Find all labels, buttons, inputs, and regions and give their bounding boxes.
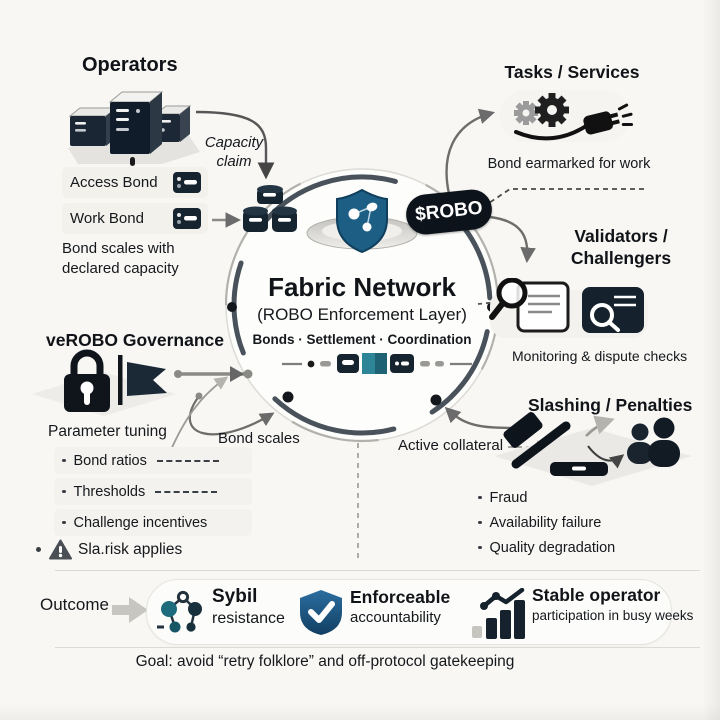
slashing-bullet-availability <box>478 510 678 535</box>
robo-token-badge: $ROBO <box>404 188 494 237</box>
arrow-robo-to-validators <box>490 217 527 260</box>
fabric-network-tagline: Bonds · Settlement · Coordination <box>252 332 472 347</box>
arrow-robo-to-tasks <box>447 113 492 194</box>
bullet-dot <box>478 521 482 525</box>
slashing-bullet-label: Quality degradation <box>489 539 616 556</box>
governance-bullet-list <box>54 447 252 540</box>
bullet-dot <box>62 459 66 463</box>
validators-note: Monitoring & dispute checks <box>512 348 688 364</box>
fabric-network-subtitle: (ROBO Enforcement Layer) <box>257 305 467 324</box>
enforceable-title: Enforceable <box>350 587 451 607</box>
sybil-network-icon <box>154 587 208 639</box>
dashed-tasks-to-robo <box>489 189 644 203</box>
stable-subtitle: participation in busy weeks <box>532 608 694 623</box>
parameter-tuning-label: Parameter tuning <box>48 423 167 440</box>
shield-check-icon <box>298 588 344 637</box>
sybil-subtitle: resistance <box>212 610 285 627</box>
slashing-title: Slashing / Penalties <box>528 395 693 415</box>
bullet-dot <box>62 490 66 494</box>
outcome-arrow-icon <box>112 594 150 626</box>
sybil-title: Sybil <box>212 586 258 607</box>
governance-bullet-label: Thresholds <box>73 483 146 500</box>
gears-plug-icon <box>500 86 634 148</box>
goal-note: Goal: avoid “retry folklore” and off-protocol gatekeeping <box>135 653 515 670</box>
divider-bottom <box>55 647 700 648</box>
governance-bullet-label: Challenge incentives <box>73 514 208 531</box>
tasks-note: Bond earmarked for work <box>487 156 651 172</box>
small-gear <box>514 101 538 125</box>
governance-bullet-label: Bond ratios <box>73 452 147 469</box>
bullet-dot <box>478 546 482 550</box>
slashing-bullet-quality <box>478 535 678 560</box>
governance-title: veROBO Governance <box>46 330 224 350</box>
slashing-bullet-label: Availability failure <box>489 514 602 531</box>
servers-icon <box>66 88 202 168</box>
slashing-bullet-fraud <box>478 485 678 510</box>
access-bond-label: Access Bond <box>70 174 158 191</box>
bullet-dot <box>62 521 66 525</box>
access-bond-row <box>62 167 208 198</box>
bond-chip-icon <box>172 207 202 230</box>
slashing-bullets <box>478 485 678 560</box>
enforceable-subtitle: accountability <box>350 609 441 626</box>
validators-title-line1: Validators / <box>574 226 668 246</box>
dashed-connector <box>157 460 219 462</box>
governance-bullet-challenge-incentives <box>54 509 252 536</box>
bullet-dot <box>478 496 482 500</box>
stable-bars-icon <box>470 588 528 642</box>
work-bond-label: Work Bond <box>70 210 144 227</box>
divider-top <box>55 570 700 571</box>
work-bond-row <box>62 203 208 234</box>
operators-title: Operators <box>82 54 178 76</box>
active-collateral-label: Active collateral <box>398 437 504 454</box>
fabric-network-title: Fabric Network <box>268 272 456 302</box>
dashed-connector <box>155 491 217 493</box>
big-gear <box>535 93 569 127</box>
warning-triangle-icon <box>49 539 72 560</box>
monitoring-docs-icon <box>488 278 658 344</box>
sla-risk-label: Sla.risk applies <box>78 540 183 558</box>
bullet-dot <box>36 547 41 552</box>
sla-risk-warning <box>36 539 182 560</box>
capacity-claim-label: Capacity claim <box>204 134 264 170</box>
tasks-title: Tasks / Services <box>504 62 640 82</box>
gavel-penalty-icon <box>490 410 700 492</box>
governance-bullet-thresholds <box>54 478 252 505</box>
lock-flag-slider-icon <box>26 336 258 428</box>
outcome-label: Outcome <box>40 595 109 614</box>
bond-scales-label: Bond scales <box>218 430 300 447</box>
operators-note: Bond scales with declared capacity <box>62 240 179 278</box>
slashing-bullet-label: Fraud <box>489 489 528 506</box>
bond-stack-icon <box>240 180 300 240</box>
bond-chip-icon <box>172 171 202 194</box>
governance-bullet-bond-ratios <box>54 447 252 474</box>
validators-title-line2: Challengers <box>570 248 672 268</box>
stable-title: Stable operator <box>532 585 661 605</box>
